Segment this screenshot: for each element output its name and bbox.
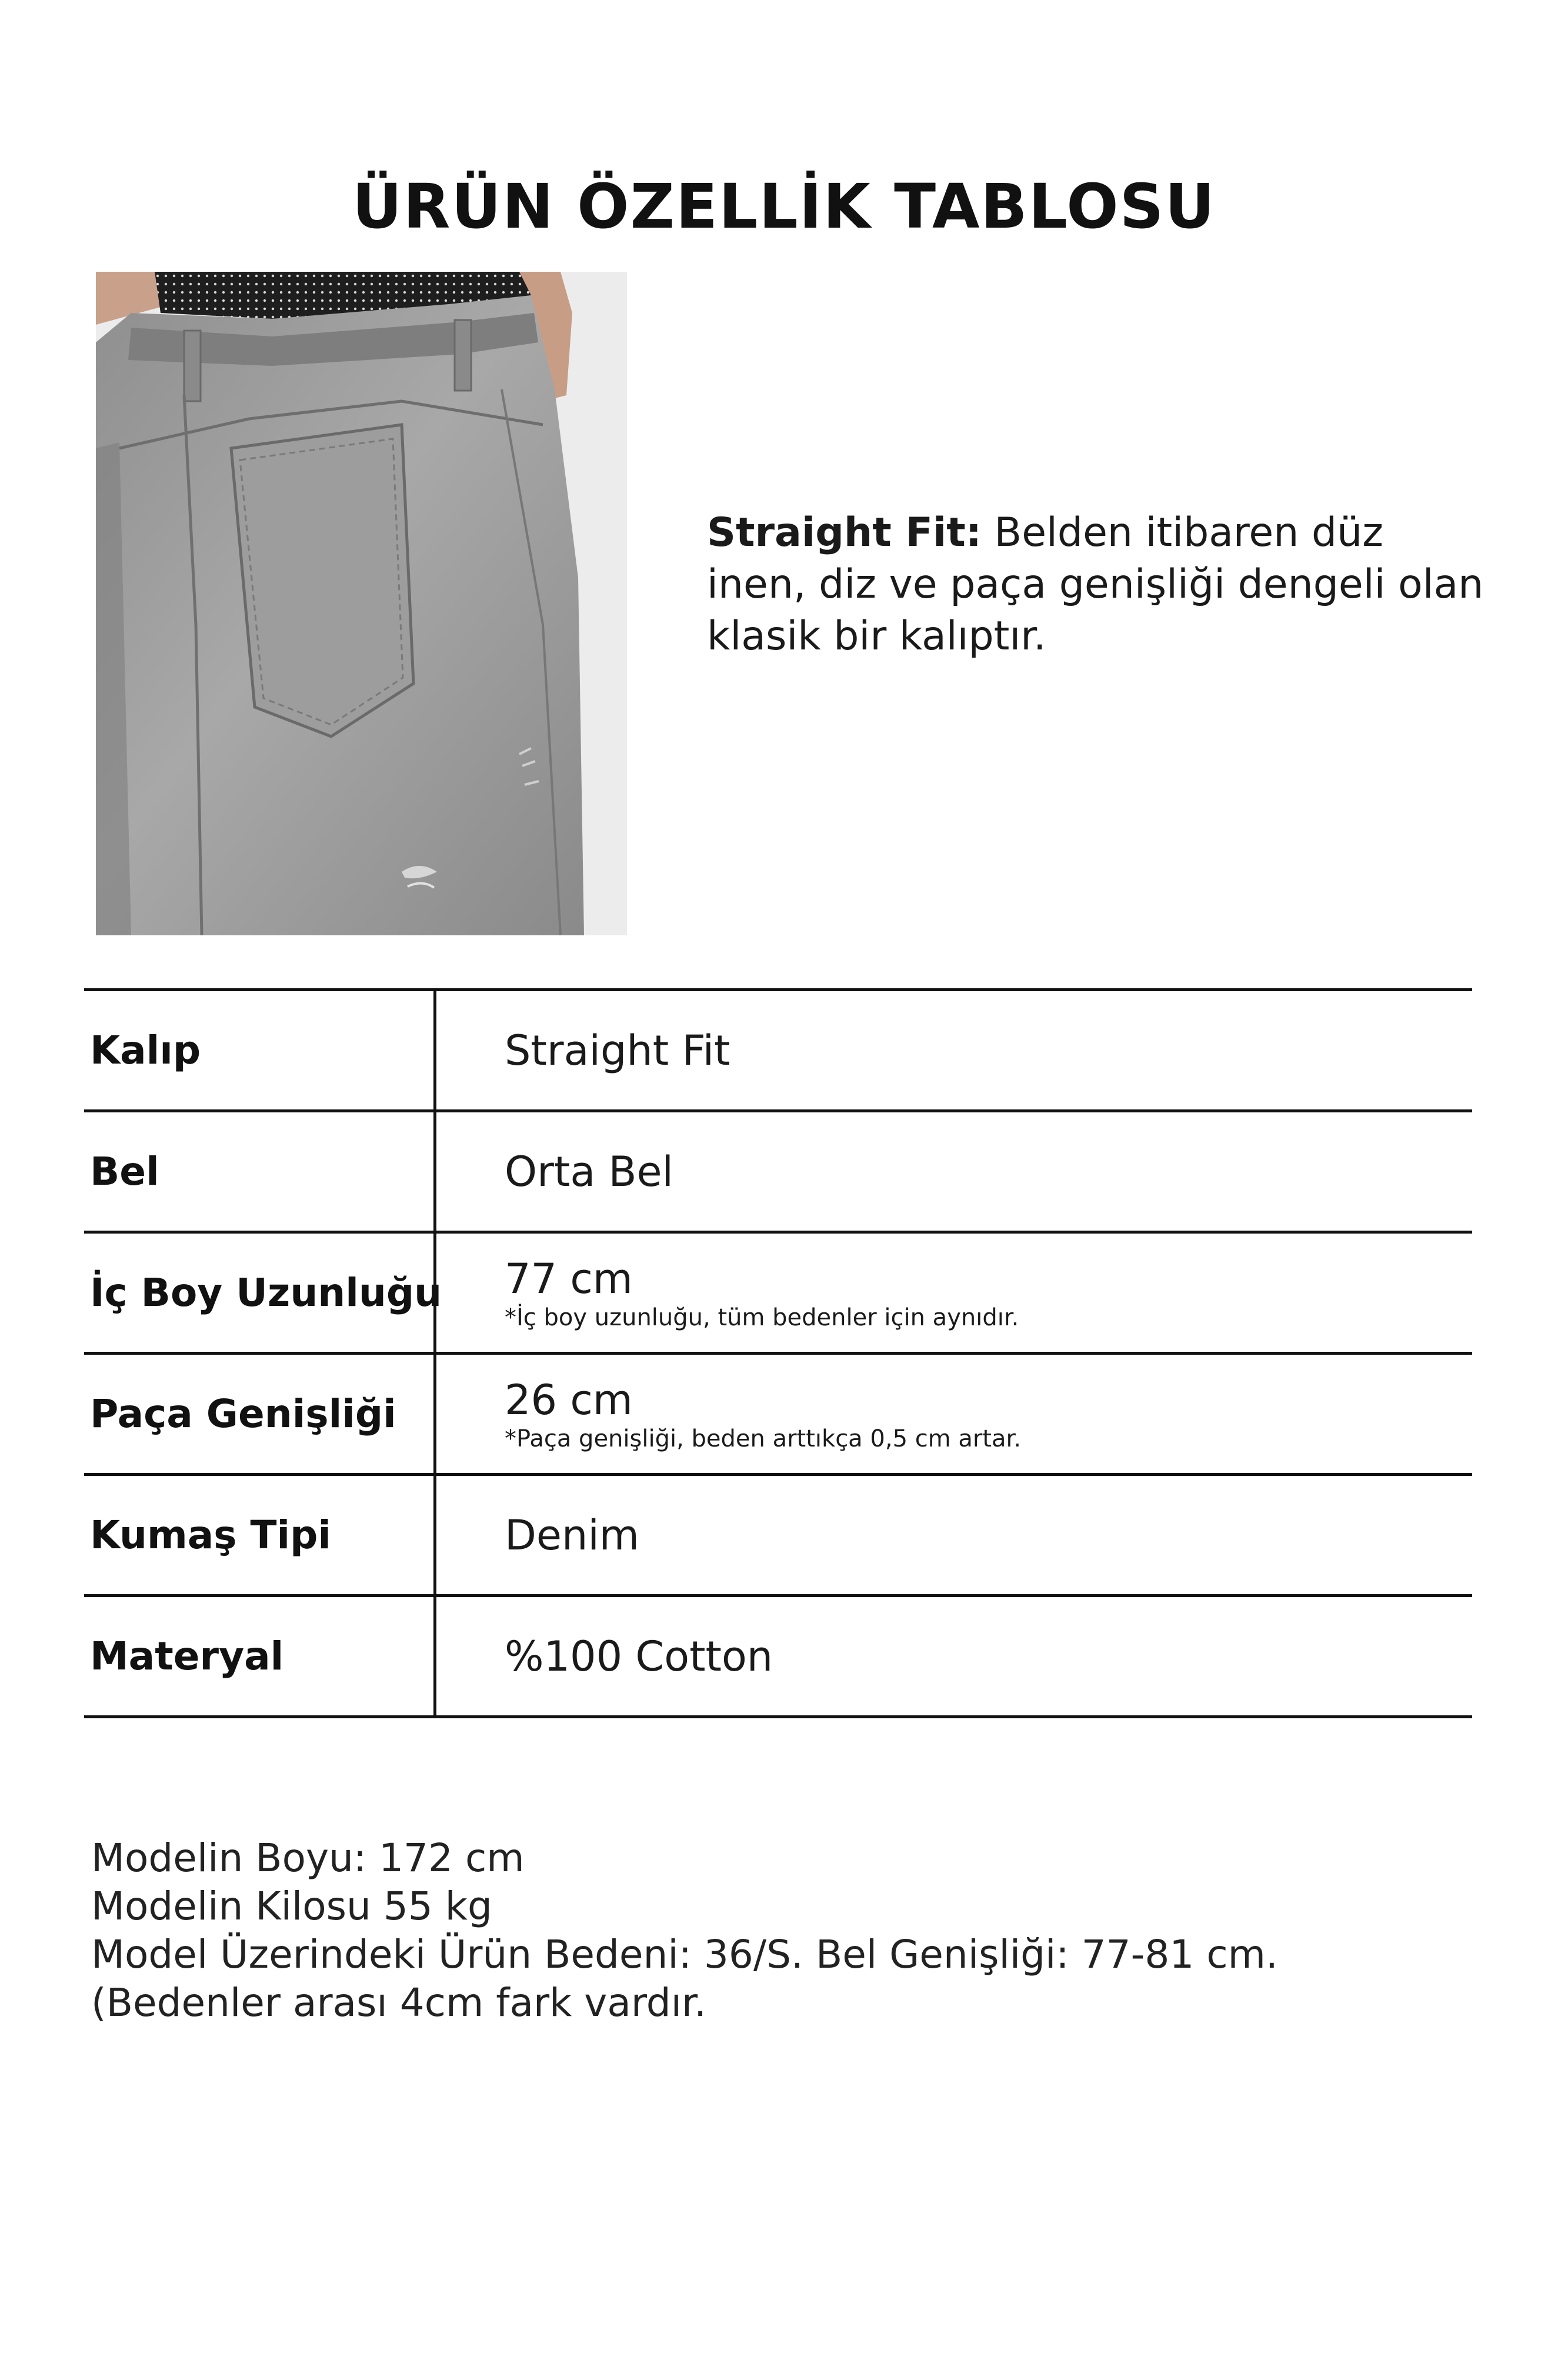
- fit-description: [707, 507, 1489, 662]
- spec-label: İç Boy Uzunluğu: [90, 1270, 442, 1315]
- spec-label: Kumaş Tipi: [90, 1512, 332, 1558]
- spec-value: 77 cm: [505, 1254, 633, 1303]
- table-row: [84, 1234, 1472, 1355]
- table-row: [84, 1355, 1472, 1476]
- spec-label: Kalıp: [90, 1028, 201, 1073]
- spec-label: Bel: [90, 1149, 159, 1194]
- spec-value: Denim: [505, 1511, 639, 1559]
- spec-value-cell: [505, 991, 730, 1109]
- fit-description-text: Belden itibaren düz inen, diz ve paça genişliği dengeli olan klasik bir kalıptır.: [707, 509, 1484, 659]
- model-height: Modelin Boyu: 172 cm: [91, 1835, 525, 1881]
- column-divider: [433, 1597, 436, 1715]
- table-row: [84, 1112, 1472, 1234]
- spec-value-cell: [505, 1476, 639, 1594]
- spec-value: Orta Bel: [505, 1147, 674, 1196]
- page-title: ÜRÜN ÖZELLİK TABLOSU: [352, 171, 1216, 242]
- jeans-illustration: [96, 272, 627, 935]
- spec-value-cell: [505, 1355, 1021, 1473]
- column-divider: [433, 1476, 436, 1594]
- spec-value: %100 Cotton: [505, 1632, 773, 1681]
- product-photo: [96, 272, 627, 935]
- column-divider: [433, 1355, 436, 1473]
- fit-name: Straight Fit:: [707, 509, 982, 556]
- spec-table: [84, 988, 1472, 1718]
- model-info: [91, 1834, 1479, 2027]
- spec-value: 26 cm: [505, 1375, 633, 1424]
- model-weight: Modelin Kilosu 55 kg: [91, 1884, 492, 1929]
- spec-note: *Paça genişliği, beden arttıkça 0,5 cm artar.: [505, 1425, 1022, 1452]
- table-row: [84, 991, 1472, 1112]
- spec-label: Materyal: [90, 1634, 284, 1679]
- spec-value-cell: [505, 1234, 1019, 1352]
- spec-value: Straight Fit: [505, 1026, 730, 1075]
- spec-value-cell: [505, 1597, 773, 1715]
- column-divider: [433, 991, 436, 1109]
- spec-value-cell: [505, 1112, 673, 1231]
- column-divider: [433, 1112, 436, 1231]
- table-row: [84, 1476, 1472, 1597]
- spec-note: *İç boy uzunluğu, tüm bedenler için aynıdır.: [505, 1304, 1019, 1331]
- spec-label: Paça Genişliği: [90, 1391, 396, 1437]
- model-size: Model Üzerindeki Ürün Bedeni: 36/S. Bel Genişliği: 77-81 cm. (Bedenler arası 4cm fark vardır.: [91, 1932, 1278, 2025]
- table-row: [84, 1597, 1472, 1718]
